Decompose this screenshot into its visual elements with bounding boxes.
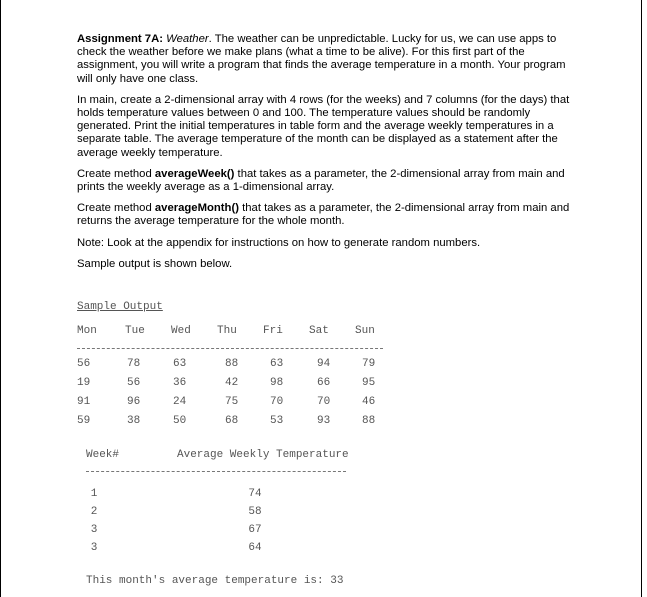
week-header: Week# bbox=[86, 449, 120, 461]
temp-cell: 95 bbox=[362, 377, 376, 389]
main-description: In main, create a 2-dimensional array with 4 rows (for the weeks) and 7 columns (for the days) that holds temperature values between 0 and 100. The temperature values should be randomly generated. Print the initial temperatures in table form and the average weekly temperatures in a separate table. The average temperature of the month can be displayed as a statement after the average weekly temperature. bbox=[77, 93, 570, 159]
week-number: 2 bbox=[90, 506, 98, 518]
assignment-title: Assignment 7A: bbox=[77, 33, 163, 45]
temp-cell: 24 bbox=[173, 396, 187, 408]
note-paragraph: Note: Look at the appendix for instructions on how to generate random numbers. bbox=[77, 236, 481, 249]
sample-output-label: Sample Output bbox=[77, 301, 163, 313]
method1-paragraph bbox=[77, 168, 582, 194]
day-header: Wed bbox=[171, 325, 191, 337]
temp-cell: 50 bbox=[173, 415, 187, 427]
method2-post: that takes as a parameter, the 2-dimensional array from main and returns the average temperature for the whole month. bbox=[77, 202, 570, 228]
temp-cell: 36 bbox=[173, 377, 187, 389]
temp-cell: 96 bbox=[127, 396, 141, 408]
temp-cell: 63 bbox=[173, 358, 187, 370]
weekly-average: 67 bbox=[248, 524, 262, 536]
method1-post: that takes as a parameter, the 2-dimensional array from main and prints the weekly average as a 1-dimensional array. bbox=[77, 167, 565, 194]
intro-paragraph bbox=[77, 33, 582, 86]
temp-cell: 70 bbox=[270, 396, 284, 408]
temp-cell: 56 bbox=[77, 358, 91, 370]
temp-row bbox=[77, 396, 397, 410]
temp-cell: 56 bbox=[127, 377, 141, 389]
average-table-separator bbox=[86, 471, 346, 473]
day-header: Sun bbox=[355, 325, 375, 337]
temp-cell: 91 bbox=[77, 396, 91, 408]
assignment-topic: Weather bbox=[166, 33, 209, 45]
week-number: 1 bbox=[90, 488, 98, 500]
page-border-left bbox=[0, 0, 1, 597]
assignment-text bbox=[77, 33, 582, 279]
temp-cell: 66 bbox=[317, 377, 331, 389]
method2-name: averageMonth() bbox=[154, 202, 239, 215]
temp-cell: 88 bbox=[225, 358, 239, 370]
method1-pre: Create method bbox=[77, 167, 155, 180]
temp-row bbox=[77, 415, 397, 429]
day-header: Tue bbox=[125, 325, 145, 337]
temp-row bbox=[77, 377, 397, 391]
temp-cell: 70 bbox=[317, 396, 331, 408]
day-header-row bbox=[77, 325, 397, 339]
temp-cell: 53 bbox=[270, 415, 284, 427]
week-number: 3 bbox=[90, 542, 98, 554]
temp-cell: 68 bbox=[225, 415, 239, 427]
temp-cell: 93 bbox=[317, 415, 331, 427]
temp-cell: 88 bbox=[362, 415, 376, 427]
temp-cell: 19 bbox=[77, 377, 91, 389]
weekly-average: 64 bbox=[248, 542, 262, 554]
weekly-average: 58 bbox=[248, 506, 262, 518]
temp-cell: 38 bbox=[127, 415, 141, 427]
intro-text: . The weather can be unpredictable. Lucky for us, we can use apps to check the weather before we make plans (what a time to be alive). For this first part of the assignment, you will write a program that finds the average temperature in a month. Your program will only have one class. bbox=[77, 33, 566, 85]
temp-cell: 79 bbox=[362, 358, 376, 370]
temp-row bbox=[77, 358, 397, 372]
day-header: Sat bbox=[309, 325, 329, 337]
week-number: 3 bbox=[90, 524, 98, 536]
temp-cell: 59 bbox=[77, 415, 91, 427]
day-header: Mon bbox=[77, 325, 97, 337]
average-header: Average Weekly Temperature bbox=[177, 449, 349, 461]
temp-cell: 75 bbox=[225, 396, 239, 408]
method2-paragraph bbox=[77, 202, 582, 228]
month-average-line: This month's average temperature is: 33 bbox=[86, 575, 344, 587]
sample-intro: Sample output is shown below. bbox=[77, 257, 233, 270]
temp-cell: 63 bbox=[270, 358, 284, 370]
temp-cell: 98 bbox=[270, 377, 284, 389]
method2-pre: Create method bbox=[77, 202, 155, 215]
temp-cell: 46 bbox=[362, 396, 376, 408]
day-header: Fri bbox=[263, 325, 283, 337]
temp-cell: 42 bbox=[225, 377, 239, 389]
table-separator bbox=[77, 348, 383, 350]
weekly-average: 74 bbox=[248, 488, 262, 500]
day-header: Thu bbox=[217, 325, 237, 337]
method1-name: averageWeek() bbox=[154, 167, 235, 180]
temp-cell: 78 bbox=[127, 358, 141, 370]
page-border-right bbox=[641, 0, 642, 597]
temp-cell: 94 bbox=[317, 358, 331, 370]
